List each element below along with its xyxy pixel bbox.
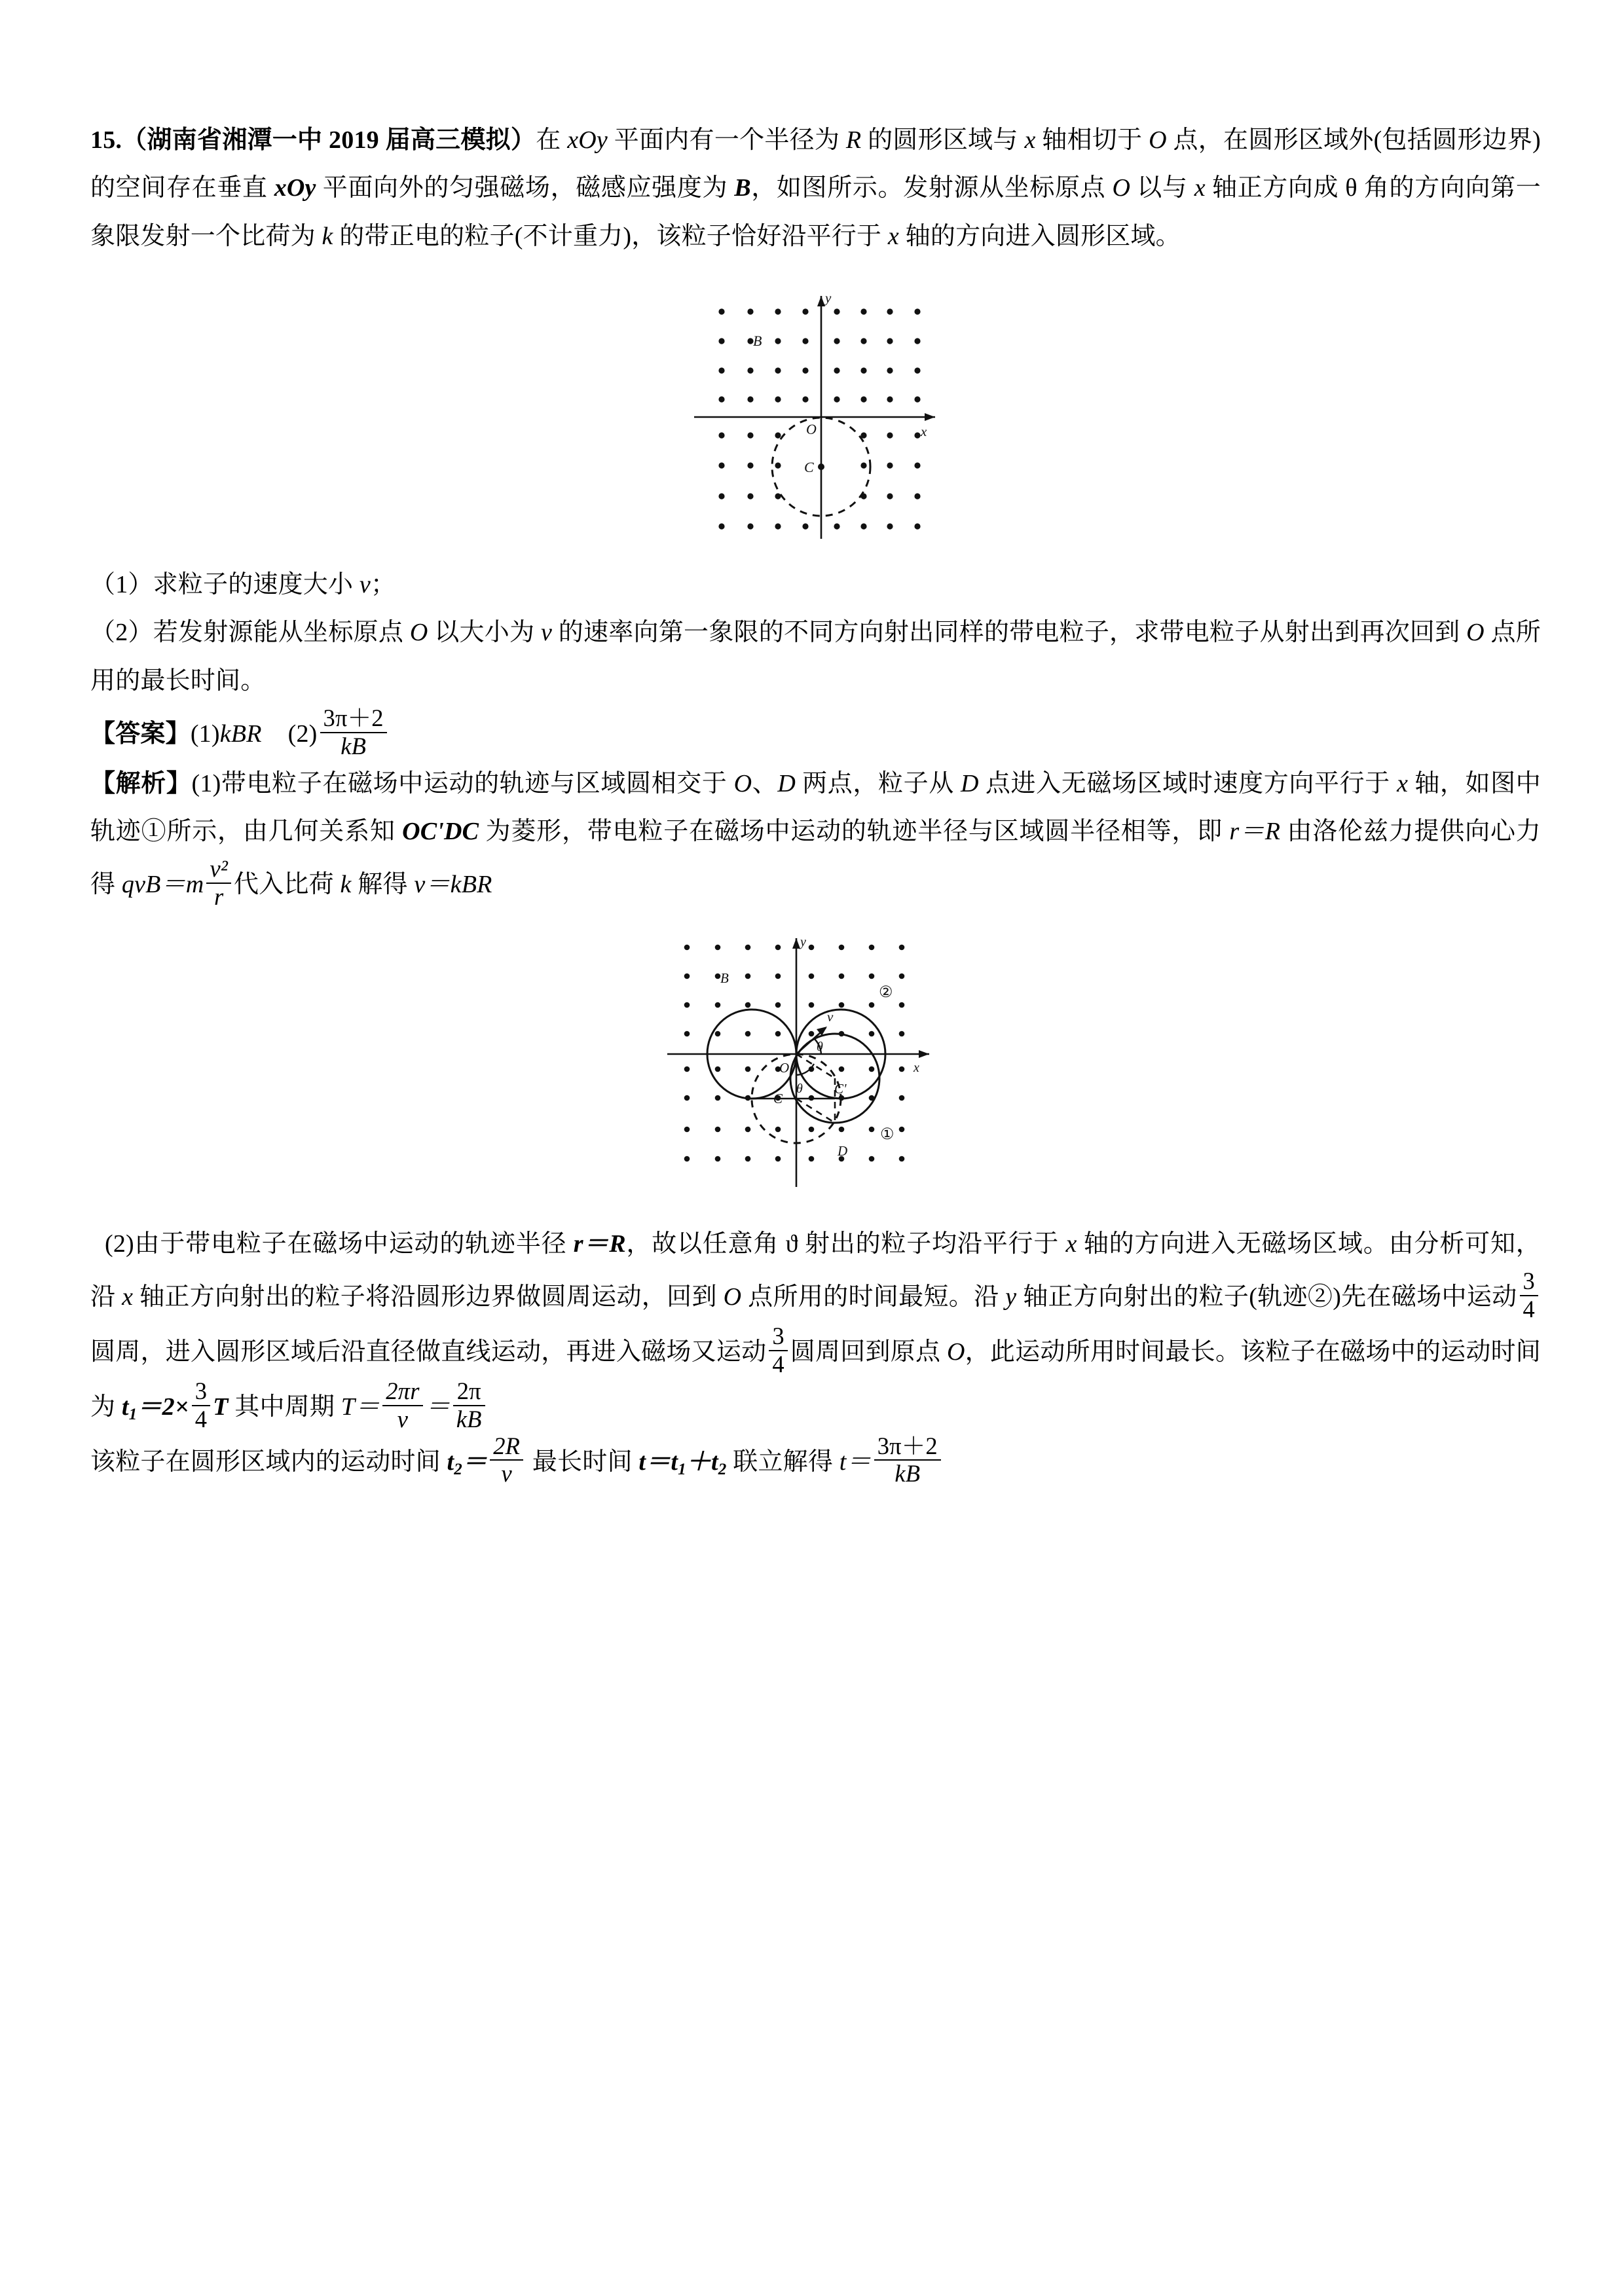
an1-D: D: [777, 769, 796, 797]
an2-f2-num: 3: [772, 1322, 784, 1350]
stmt-t10: 的带正电的粒子(不计重力)，该粒子恰好沿平行于: [333, 222, 888, 250]
figure-2-container: [90, 933, 1541, 1198]
stmt-x-2: x: [1194, 174, 1206, 202]
analysis-label: 【解析】: [90, 769, 192, 797]
analysis-part-2: [90, 1220, 1541, 1432]
answer-2-fraction: [320, 705, 387, 760]
an3-t2-sub: 2: [454, 1460, 463, 1478]
figure2-center-prime-label: C': [834, 1081, 846, 1097]
q2-text-c: 的速率向第一象限的不同方向射出同样的带电粒子，求带电粒子从射出到再次回到: [552, 619, 1467, 647]
stmt-t7: ，如图所示。发射源从坐标原点: [750, 174, 1113, 202]
an1-rR: r＝R: [1229, 818, 1281, 846]
an3-teq: t＝t: [638, 1448, 678, 1476]
an2-eq2: ＝: [425, 1393, 451, 1421]
answer-1-expr: kBR: [219, 720, 262, 748]
stmt-t8: 以与: [1130, 174, 1194, 202]
figure-1-svg: [685, 280, 947, 542]
an1-qvB: qvB＝m: [121, 871, 204, 899]
an1-b: 、: [752, 769, 778, 797]
figure2-trajectory-2-label: ②: [878, 984, 893, 1002]
q2-text-d: 点所用的最长时间。: [90, 619, 1541, 695]
an1-x: x: [1397, 769, 1409, 797]
figure2-velocity-label: v: [826, 1009, 833, 1025]
stmt-t1: 在: [536, 126, 568, 154]
an3-f1-den: v: [490, 1459, 523, 1487]
an2-f3-num: 3: [194, 1377, 208, 1404]
an3-teq-sub2: 2: [718, 1460, 727, 1478]
answer-label: 【答案】: [90, 720, 191, 748]
q2-text-b: 以大小为: [428, 619, 541, 647]
an2-Teq: T＝: [341, 1393, 380, 1421]
an3-fraction-final: [874, 1433, 941, 1488]
document-content: [90, 117, 1541, 1487]
an1-rhombus: OC'DC: [402, 818, 479, 846]
an1-c: 两点，粒子从: [796, 769, 961, 797]
an2-d: 轴正方向射出的粒子将沿圆形边界做圆周运动，回到: [133, 1283, 724, 1311]
an1-D2: D: [961, 769, 979, 797]
an2-h: 圆周回到原点: [790, 1338, 947, 1366]
stmt-x-1: x: [1024, 126, 1036, 154]
analysis-part-1: [90, 760, 1541, 911]
an2-f1-num: 3: [1522, 1267, 1535, 1295]
an2-f2-den: 4: [769, 1350, 787, 1378]
an3-teq2: t＝: [839, 1448, 872, 1476]
an1-frac-num: v²: [210, 855, 228, 883]
an2-f5-den: kB: [453, 1405, 485, 1433]
an2-f1-den: 4: [1520, 1295, 1538, 1323]
an1-a: (1)带电粒子在磁场中运动的轨迹与区域圆相交于: [191, 769, 734, 797]
q2-v: v: [540, 619, 553, 647]
figure1-center-label: C: [803, 458, 814, 475]
an2-f: 轴正方向射出的粒子(轨迹②)先在磁场中运动: [1016, 1283, 1517, 1311]
an3-fraction-2Rv: [490, 1433, 523, 1488]
an1-g: 由洛伦兹力提供向心力得: [90, 818, 1541, 899]
an2-f4-den: v: [382, 1405, 422, 1433]
an2-c: 轴的方向进入无磁场区域。由分析可知，沿: [90, 1230, 1541, 1311]
an1-f: 为菱形，带电粒子在磁场中运动的轨迹半径与区域圆半径相等，即: [479, 818, 1230, 846]
figure2-exit-point-label: D: [837, 1143, 847, 1159]
q2-O2: O: [1466, 619, 1485, 647]
answer-line: [90, 705, 1541, 760]
answer-2-denominator: kB: [320, 732, 387, 760]
an2-f5-num: 2π: [456, 1377, 481, 1404]
figure2-field-label: B: [720, 970, 729, 987]
stmt-xoy-1: xOy: [567, 126, 608, 154]
an2-T: T: [213, 1393, 229, 1421]
an2-fraction-34-second: [769, 1323, 787, 1378]
an3-t2: t: [447, 1448, 454, 1476]
an3-a: 该粒子在圆形区域内的运动时间: [90, 1448, 447, 1476]
an3-teq-sub1: 1: [678, 1460, 686, 1478]
figure1-x-label: x: [920, 423, 927, 439]
an1-i: 解得: [351, 871, 415, 899]
an1-fraction-v2r: [206, 856, 231, 911]
q1-text-a: （1）求粒子的速度大小: [90, 570, 360, 598]
an3-f2-num: 3π＋2: [877, 1432, 938, 1459]
stmt-O-1: O: [1149, 126, 1167, 154]
q1-v: v: [359, 570, 371, 598]
an2-O2: O: [946, 1338, 965, 1366]
answer-2-num: (2): [287, 720, 318, 748]
an2-x2: x: [122, 1283, 134, 1311]
problem-source: （湖南省湘潭一中 2019 届高三模拟）: [122, 126, 536, 154]
an2-f4-num: 2πr: [386, 1377, 420, 1404]
figure2-origin-label: O: [779, 1060, 789, 1076]
figure1-origin-label: O: [805, 420, 817, 437]
an1-k: k: [340, 871, 352, 899]
stmt-k: k: [322, 222, 333, 250]
stmt-t6: 平面向外的匀强磁场，磁感应强度为: [316, 174, 735, 202]
q2-text-a: （2）若发射源能从坐标原点: [90, 619, 410, 647]
stmt-O-2: O: [1112, 174, 1131, 202]
q2-O: O: [409, 619, 428, 647]
an1-O: O: [733, 769, 752, 797]
figure2-angle-label-1: θ: [816, 1040, 823, 1055]
stmt-t5: 点，在圆形区域外(包括圆形边界)的空间存在垂直: [90, 126, 1541, 202]
an3-t2-eq: ＝: [462, 1448, 488, 1476]
figure2-x-label: x: [913, 1061, 919, 1076]
figure1-y-label: y: [824, 289, 831, 306]
region-center-point: [818, 464, 824, 470]
an2-x: x: [1065, 1230, 1077, 1258]
x-axis-arrow-2: [919, 1050, 929, 1058]
stmt-t3: 的圆形区域与: [861, 126, 1025, 154]
stmt-xoy-2: xOy: [274, 174, 316, 202]
an1-vkBR: v＝kBR: [414, 871, 492, 899]
an2-j: 其中周期: [228, 1393, 341, 1421]
an2-t1: t: [121, 1393, 129, 1421]
an2-b: ，故以任意角 ϑ 射出的粒子均沿平行于: [625, 1230, 1066, 1258]
an1-h: 代入比荷: [233, 871, 341, 899]
figure2-angle-label-2: θ: [796, 1082, 803, 1097]
stmt-R: R: [845, 126, 862, 154]
an2-t1-eq: ＝2×: [137, 1393, 189, 1421]
figure1-field-label: B: [752, 332, 762, 349]
figure2-trajectory-1-label: ①: [879, 1126, 895, 1144]
figure-1-container: [90, 280, 1541, 545]
figure2-center-label: C: [773, 1091, 783, 1107]
answer-1-num: (1): [190, 720, 220, 748]
stmt-t2: 平面内有一个半径为: [608, 126, 846, 154]
an2-f3-den: 4: [192, 1405, 210, 1433]
an1-frac-den: r: [206, 883, 231, 911]
stmt-x-3: x: [887, 222, 899, 250]
an1-d: 点进入无磁场区域时速度方向平行于: [978, 769, 1397, 797]
an2-fraction-period-2: [453, 1378, 485, 1433]
an1-e: 轴，如图中轨迹①所示，由几何关系知: [90, 769, 1541, 846]
an3-plus: ＋t: [686, 1448, 718, 1476]
an3-f2-den: kB: [874, 1459, 941, 1487]
an2-g: 圆周，进入圆形区域后沿直径做直线运动，再进入磁场又运动: [90, 1338, 767, 1366]
question-1: [90, 561, 1541, 609]
an2-fraction-34-first: [1520, 1268, 1538, 1323]
stmt-t11: 轴的方向进入圆形区域。: [898, 222, 1181, 250]
x-axis-arrow: [925, 413, 935, 421]
an3-c: 联立解得: [726, 1448, 840, 1476]
an2-a: (2)由于带电粒子在磁场中运动的轨迹半径: [105, 1230, 574, 1258]
answer-2-numerator: 3π＋2: [323, 704, 384, 731]
an2-t1-sub: 1: [128, 1405, 138, 1423]
an2-O: O: [723, 1283, 742, 1311]
stmt-B: B: [734, 174, 751, 202]
y-axis-arrow-2: [792, 938, 800, 949]
an2-y: y: [1005, 1283, 1017, 1311]
magnetic-field-dots-grid: [718, 308, 920, 529]
an2-fraction-34-third: [192, 1378, 210, 1433]
an2-fraction-period-1: [382, 1378, 422, 1433]
an2-e: 点所用的时间最短。沿: [741, 1283, 1006, 1311]
stmt-t4: 轴相切于: [1035, 126, 1149, 154]
analysis-part-3: [90, 1433, 1541, 1488]
figure2-y-label: y: [800, 935, 806, 950]
stmt-t9: 轴正方向成 θ 角的方向向第一象限发射一个比荷为: [90, 174, 1541, 250]
an2-rR: r＝R: [573, 1230, 626, 1258]
q1-text-b: ；: [370, 570, 396, 598]
figure-2-svg: [662, 933, 970, 1195]
problem-number: 15.: [90, 126, 122, 154]
question-2: [90, 609, 1541, 705]
an3-f1-num: 2R: [493, 1432, 521, 1459]
an3-b: 最长时间: [526, 1448, 639, 1476]
an2-i: ，此运动所用时间最长。该粒子在磁场中的运动时间为: [90, 1338, 1541, 1421]
y-axis-arrow: [817, 296, 825, 306]
problem-statement: [90, 117, 1541, 261]
